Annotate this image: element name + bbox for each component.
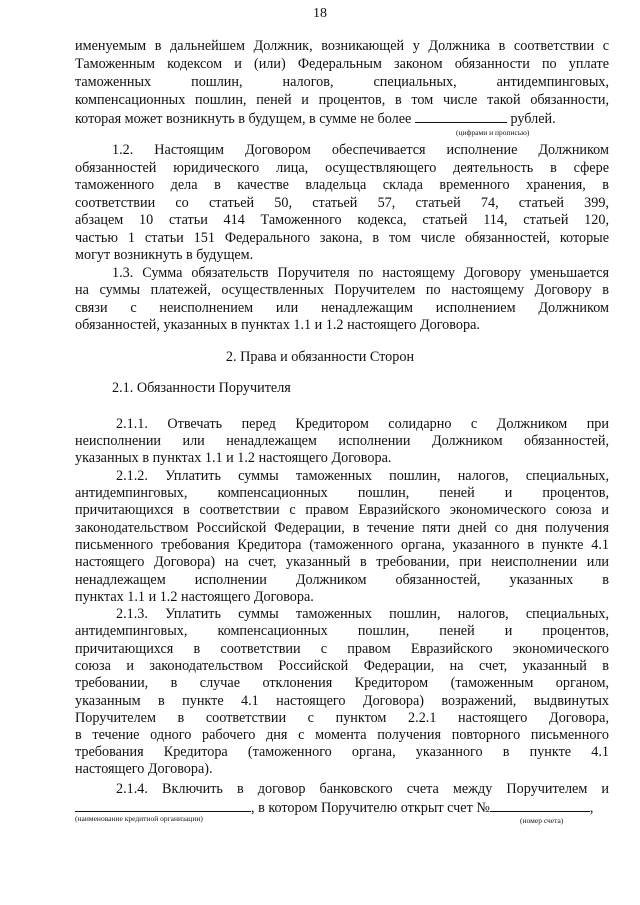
text-line: обязанностей, указанных в пунктах 1.1 и 1.2 настоящего Договора. [75, 317, 480, 333]
text-line: Таможенным кодексом и (или) Федеральным законом обязанности по уплате [75, 56, 609, 72]
section-heading: 2. Права и обязанности Сторон [225, 349, 415, 365]
line-end: , [589, 800, 594, 816]
text-line: абзацем 10 статьи 414 Таможенного кодекса, статьей 114, статьей 120, [75, 212, 609, 228]
text-line: ненадлежащем исполнении Должником обязанностей, указанных в [75, 572, 609, 588]
text-line: требования Кредитора (таможенного органа, указанного в пункте 4.1 [75, 744, 609, 760]
text-line: именуемым в дальнейшем Должник, возникающей у Должника в соответствии с [75, 38, 609, 54]
text-line: 1.2. Настоящим Договором обеспечивается исполнение Должником [112, 142, 609, 158]
text-line: могут возникнуть в будущем. [75, 247, 254, 263]
page-number: 18 [313, 6, 327, 21]
text-line: указанным в пункте 4.1 настоящего Договора) возражений, выдвинутых [75, 693, 609, 709]
text-line: союза и законодательством Российской Федерации, на счет, указанный в [75, 658, 609, 674]
amount-blank [415, 110, 507, 123]
amount-currency: рублей. [510, 111, 556, 127]
text-line: компенсационных пошлин, пеней и процентов, в том числе такой обязанности, [75, 92, 609, 108]
text-line: антидемпинговых, компенсационных пошлин, пеней и процентов, [75, 623, 609, 639]
text-line: частью 1 статьи 151 Федерального закона, в том числе обязанностей, которые [75, 230, 609, 246]
text-line: 2.1.3. Уплатить суммы таможенных пошлин, налогов, специальных, [116, 606, 609, 622]
text-line: указанных в пунктах 1.1 и 1.2 настоящего Договора. [75, 450, 392, 466]
text-line: соответствии со статьей 50, статьей 57, статьей 74, статьей 399, [75, 195, 609, 211]
text-line: таможенного дела в качестве владельца склада временного хранения, в [75, 177, 609, 193]
amount-text: которая может возникнуть в будущем, в сумме не более [75, 111, 412, 127]
account-text: , в котором Поручителю открыт счет № [251, 800, 490, 816]
caption-bank-name: (наименование кредитной организации) [75, 814, 203, 823]
subsection-heading: 2.1. Обязанности Поручителя [112, 380, 291, 396]
text-line: 1.3. Сумма обязательств Поручителя по настоящему Договору уменьшается [112, 265, 609, 281]
text-line: таможенных пошлин, налогов, специальных, антидемпинговых, [75, 74, 609, 90]
text-line: письменного требования Кредитора (таможенного органа, указанного в пункте 4.1 [75, 537, 609, 553]
text-line: неисполнении или ненадлежащем исполнении Должником обязанностей, [75, 433, 609, 449]
text-line: законодательством Российской Федерации, в течение пяти дней со дня получения [75, 520, 609, 536]
text-line: требовании, в случае отклонения Кредитором (таможенным органом, [75, 675, 609, 691]
caption-account-number: (номер счета) [520, 816, 564, 825]
text-line: Поручителем в соответствии с пунктом 2.2.1 настоящего Договора, [75, 710, 609, 726]
text-line: настоящего Договора). [75, 761, 213, 777]
bank-name-blank [75, 799, 251, 812]
text-line: антидемпинговых, компенсационных пошлин, пеней и процентов, [75, 485, 609, 501]
caption-amount: (цифрами и прописью) [456, 128, 530, 137]
text-line: пунктах 1.1 и 1.2 настоящего Договора. [75, 589, 314, 605]
text-line: связи с неисполнением или ненадлежащим исполнением Должником [75, 300, 609, 316]
text-line: 2.1.1. Отвечать перед Кредитором солидарно с Должником при [116, 416, 609, 432]
text-line: причитающихся в соответствии с правом Евразийского экономического союза и [75, 502, 609, 518]
text-line: в течение одного рабочего дня с момента получения повторного письменного [75, 727, 609, 743]
text-line: обязанностей юридического лица, осуществляющего деятельность в сфере [75, 160, 609, 176]
text-line: причитающихся в соответствии с правом Евразийского экономического [75, 641, 609, 657]
account-number-blank [490, 799, 590, 812]
text-line-amount [75, 110, 609, 128]
text-line: на суммы платежей, осуществленных Поручителем по настоящему Договору в [75, 282, 609, 298]
text-line: 2.1.4. Включить в договор банковского счета между Поручителем и [116, 781, 609, 797]
text-line: настоящего Договора) на счет, указанный в требовании, при неисполнении или [75, 554, 609, 570]
text-line: 2.1.2. Уплатить суммы таможенных пошлин, налогов, специальных, [116, 468, 609, 484]
